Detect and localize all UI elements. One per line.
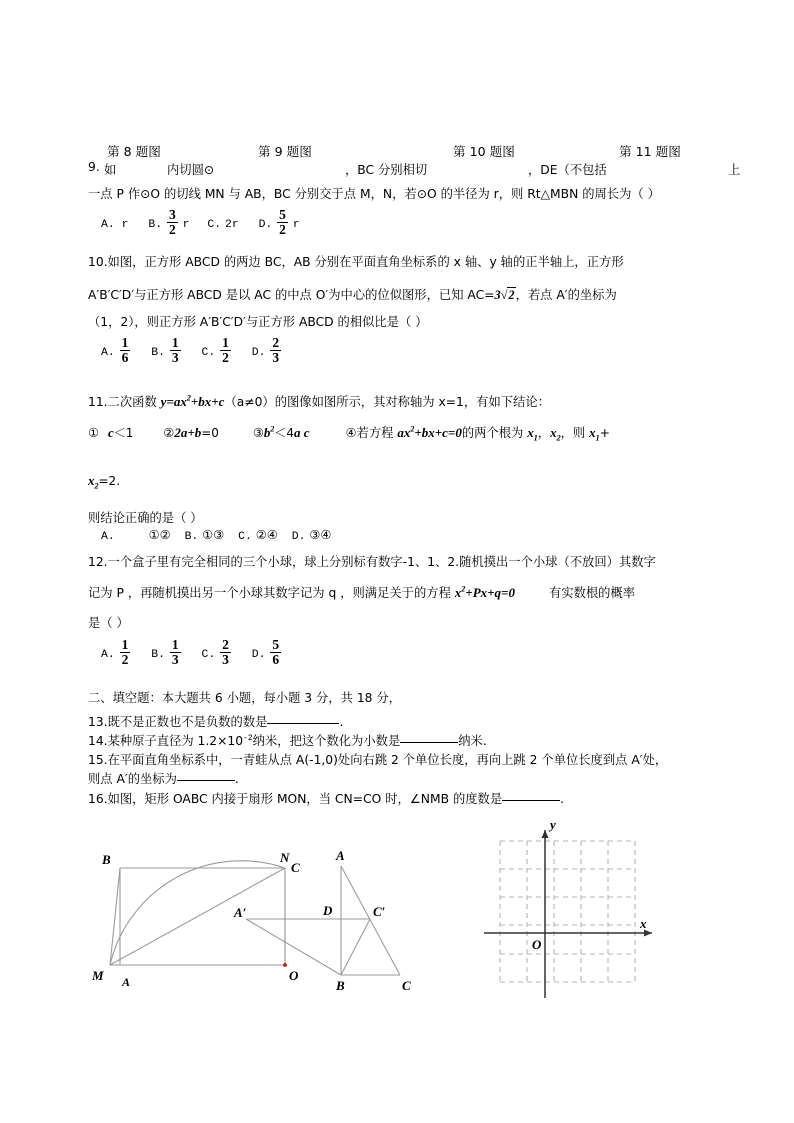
sqrt-radicand: 2 bbox=[508, 288, 515, 302]
q9-line2: 一点 P 作⊙O 的切线 MN 与 AB，BC 分别交于点 M，N，若⊙O 的半径为 r，则 Rt△MBN 的周长为（ ） bbox=[88, 187, 660, 201]
q10-line2-part-b: ，若点 A′的坐标为 bbox=[515, 288, 617, 302]
q12-line3: 是（ ） bbox=[88, 616, 129, 630]
grid-lines bbox=[500, 841, 635, 982]
segment-MB bbox=[110, 868, 120, 965]
q12-option-d-fraction bbox=[270, 638, 281, 667]
q10-option-c-label: C. bbox=[201, 346, 216, 359]
fraction-numerator: 1 bbox=[171, 637, 179, 652]
q10-option-c-fraction bbox=[220, 336, 231, 365]
fraction-numerator: 1 bbox=[171, 335, 179, 350]
q9-option-d-fraction bbox=[277, 208, 288, 237]
item-16-tail: . bbox=[560, 792, 565, 806]
q11-option-b-value: ①③ bbox=[202, 528, 225, 542]
q9-number: 9. bbox=[88, 160, 100, 174]
section2-heading: 二、填空题：本大题共 6 小题，每小题 3 分，共 18 分， bbox=[88, 691, 401, 705]
label-O: O bbox=[289, 968, 299, 983]
q9-fragment-3: ，BC 分别相切 bbox=[345, 163, 428, 177]
fraction-denominator: 3 bbox=[171, 651, 179, 667]
q12-option-c-label: C. bbox=[201, 648, 216, 661]
axes bbox=[484, 830, 652, 998]
label-A-prime: A′ bbox=[234, 905, 247, 920]
fraction-denominator: 2 bbox=[279, 221, 286, 237]
caption-fig10: 第 10 题图 bbox=[453, 144, 515, 159]
q11-option-c-label: C. bbox=[238, 531, 252, 543]
q11-conclusion-3-mark: ③ bbox=[252, 426, 264, 440]
caption-fig9: 第 9 题图 bbox=[258, 144, 312, 159]
section2-item-13 bbox=[88, 712, 343, 730]
label-B: B bbox=[102, 852, 111, 867]
caption-fig11: 第 11 题图 bbox=[619, 144, 681, 159]
label-origin: O bbox=[532, 937, 542, 952]
q10-line3: （1，2），则正方形 A′B′C′D′与正方形 ABCD 的相似比是（ ） bbox=[88, 315, 428, 329]
label-C: C bbox=[291, 860, 300, 875]
label-B: B bbox=[336, 978, 345, 993]
fraction-denominator: 2 bbox=[121, 651, 129, 667]
q9-fragment-4: ，DE（不包括 bbox=[528, 163, 607, 177]
segment-Aprime-B bbox=[246, 919, 341, 975]
q12-line2-prefix: 记为 P ，再随机摸出另一个小球其数字记为 q ，则满足关于的方程 bbox=[88, 586, 455, 600]
q11-line1-suffix: （a≠0）的图像如图所示，其对称轴为 x=1，有如下结论： bbox=[224, 395, 550, 409]
q11-option-b-label: B. bbox=[184, 531, 199, 543]
fraction-numerator: 1 bbox=[222, 335, 229, 350]
fraction-denominator: 6 bbox=[272, 651, 280, 667]
q12-equation: $x^2+Px+q=0$ bbox=[454, 584, 515, 600]
q12-line2-suffix: 有实数根的概率 bbox=[548, 586, 636, 600]
label-C: C bbox=[402, 978, 411, 993]
q10-option-b-label: B. bbox=[151, 346, 165, 359]
q11-conclusion-3-text: $b^2$ bbox=[263, 424, 275, 440]
segment-B-Cprime bbox=[341, 919, 370, 975]
fraction-numerator: 1 bbox=[121, 335, 129, 350]
item-13-text: 既不是正数也不是负数的数是 bbox=[107, 715, 268, 729]
fraction-numerator: 1 bbox=[121, 637, 129, 652]
q10-line1: 10.如图，正方形 ABCD 的两边 BC，AB 分别在平面直角坐标系的 x 轴、y 轴的正半轴上，正方形 bbox=[88, 255, 624, 269]
section2-item-16 bbox=[88, 789, 564, 807]
q11-option-c-value: ②④ bbox=[255, 528, 278, 542]
fraction-numerator: 3 bbox=[168, 207, 176, 222]
q11-conclusion-1-text: c bbox=[107, 425, 114, 440]
q12-option-a-fraction bbox=[120, 638, 131, 667]
item-13-number: 13. bbox=[88, 715, 108, 729]
item-14-text: 某种原子直径为 $1.2\times 10^{-2}$纳米，把这个数化为小数是 bbox=[107, 733, 401, 748]
q10-option-a-fraction bbox=[120, 336, 131, 365]
label-M: M bbox=[92, 968, 104, 983]
label-A: A bbox=[122, 975, 131, 989]
q9-option-a-label: A. bbox=[101, 218, 115, 231]
fraction-numerator: 2 bbox=[222, 637, 229, 652]
item-14-tail: 纳米. bbox=[458, 734, 487, 748]
q9-option-a-value: r bbox=[121, 218, 129, 231]
q12-line2 bbox=[88, 583, 635, 601]
q11-conclusion-2-mark: ② bbox=[163, 426, 175, 440]
figure-cartesian-grid bbox=[462, 820, 712, 1005]
q10-option-a-label: A. bbox=[101, 346, 115, 359]
q11-line1 bbox=[88, 392, 550, 410]
q9-option-b-label: B. bbox=[148, 218, 163, 231]
q10-option-d-label: D. bbox=[251, 346, 266, 359]
q9-fragment-2: 内切圆⊙ bbox=[167, 163, 215, 177]
fraction-denominator: 3 bbox=[222, 651, 229, 667]
q10-option-b-fraction bbox=[170, 336, 181, 365]
item-16-number: 16. bbox=[88, 792, 108, 806]
q11-option-d-label: D. bbox=[291, 531, 306, 543]
figures-row bbox=[0, 818, 794, 1008]
item-13-tail: . bbox=[339, 715, 344, 729]
q11-option-a-label: A. bbox=[101, 531, 115, 543]
q9-option-b-fraction bbox=[167, 208, 178, 237]
q10-option-d-fraction bbox=[270, 336, 281, 365]
q11-conclusion-4-continuation: $x_2=2$. bbox=[88, 473, 121, 491]
q12-option-d-label: D. bbox=[251, 648, 266, 661]
q12-options bbox=[101, 638, 282, 667]
q11-conclusions: ① c＜1 ②2a+b=0 $③b^2<4a$ c ④若方程 $ax^2+bx+c=0$的两个根为 $x_1$，$x_2$，则 $x_1+$ bbox=[88, 424, 610, 443]
q11-conclusion-2-text: 2a+b bbox=[174, 425, 202, 440]
item-13-blank[interactable] bbox=[267, 723, 339, 724]
q12-option-b-label: B. bbox=[151, 648, 165, 661]
q11-quadratic-equation: $y=ax^2+bx+c$ bbox=[160, 393, 225, 409]
q11-conclusion-4-mark: ④ bbox=[345, 426, 357, 440]
q12-option-a-label: A. bbox=[101, 648, 115, 661]
section2-item-15-cont bbox=[88, 769, 239, 787]
item-16-blank[interactable] bbox=[502, 800, 560, 801]
sqrt-coefficient: 3 bbox=[494, 288, 501, 302]
q12-option-c-fraction bbox=[220, 638, 231, 667]
figure-caption-row bbox=[0, 141, 794, 159]
item-15-number: 15. bbox=[88, 753, 108, 767]
section2-item-15 bbox=[88, 750, 667, 768]
label-C-prime: C′ bbox=[373, 904, 386, 919]
q9-fragment-1: 如 bbox=[104, 163, 117, 177]
item-14-number: 14. bbox=[88, 734, 108, 748]
fraction-denominator: 2 bbox=[168, 221, 176, 237]
q11-option-a-value: ①② bbox=[148, 528, 171, 542]
item-15-blank[interactable] bbox=[177, 780, 235, 781]
figure-triangle-construction bbox=[228, 820, 443, 1005]
item-14-blank[interactable] bbox=[400, 742, 458, 743]
fraction-numerator: 2 bbox=[272, 335, 280, 350]
q11-conclusion-4-text: 若方程 $ax^2+bx+c=0$的两个根为 $x_1$，$x_2$，则 $x_1+$ bbox=[356, 424, 610, 443]
q9-fragment-5: 上 bbox=[728, 163, 741, 177]
q11-options bbox=[101, 528, 331, 543]
q10-options bbox=[101, 336, 282, 365]
q9-option-c-value: 2r bbox=[224, 218, 239, 231]
label-y-axis: y bbox=[550, 820, 556, 832]
label-A-top: A bbox=[336, 848, 345, 863]
q12-line1: 12.一个盒子里有完全相同的三个小球，球上分别标有数字-1、1、2.随机摸出一个小球（不放回）其数字 bbox=[88, 555, 656, 569]
q10-line2-part-a: A′B′C′D′与正方形 ABCD 是以 AC 的中点 O′为中心的位似图形，已知 AC= bbox=[88, 288, 495, 302]
label-x-axis: x bbox=[640, 916, 647, 931]
caption-fig8: 第 8 题图 bbox=[107, 144, 161, 159]
fraction-denominator: 3 bbox=[272, 349, 280, 365]
q9-option-c-label: C. bbox=[207, 218, 222, 231]
fraction-denominator: 6 bbox=[121, 349, 129, 365]
fraction-denominator: 2 bbox=[222, 349, 229, 365]
q9-options bbox=[101, 208, 300, 237]
q11-conclusion-1-mark: ① bbox=[88, 426, 100, 440]
q11-line1-prefix: 11.二次函数 bbox=[88, 395, 161, 409]
q9-option-b-suffix: r bbox=[182, 218, 190, 231]
label-N: N bbox=[280, 850, 290, 865]
fraction-denominator: 3 bbox=[171, 349, 179, 365]
q9-option-d-suffix: r bbox=[292, 218, 300, 231]
label-D: D bbox=[323, 903, 333, 918]
q12-option-b-fraction bbox=[170, 638, 181, 667]
q11-prompt: 则结论正确的是（ ） bbox=[88, 511, 203, 525]
fraction-numerator: 5 bbox=[272, 637, 280, 652]
y-axis-arrow bbox=[542, 830, 549, 838]
item-15-text: 在平面直角坐标系中，一青蛙从点 A(-1,0)处向右跳 2 个单位长度，再向上跳 2 个单位长度到点 A′处， bbox=[107, 753, 668, 767]
item-16-text: 如图，矩形 OABC 内接于扇形 MON，当 CN=CO 时，∠NMB 的度数是 bbox=[107, 792, 503, 806]
q10-line2 bbox=[88, 285, 617, 303]
item-15-tail: . bbox=[234, 772, 239, 786]
q10-sqrt-expression: 3√2 bbox=[494, 288, 515, 302]
q11-option-d-value: ③④ bbox=[309, 528, 332, 542]
q9-option-d-label: D. bbox=[258, 218, 273, 231]
item-15-cont-text: 则点 A′的坐标为 bbox=[88, 772, 177, 786]
fraction-numerator: 5 bbox=[279, 207, 286, 222]
section2-item-14 bbox=[88, 731, 487, 749]
